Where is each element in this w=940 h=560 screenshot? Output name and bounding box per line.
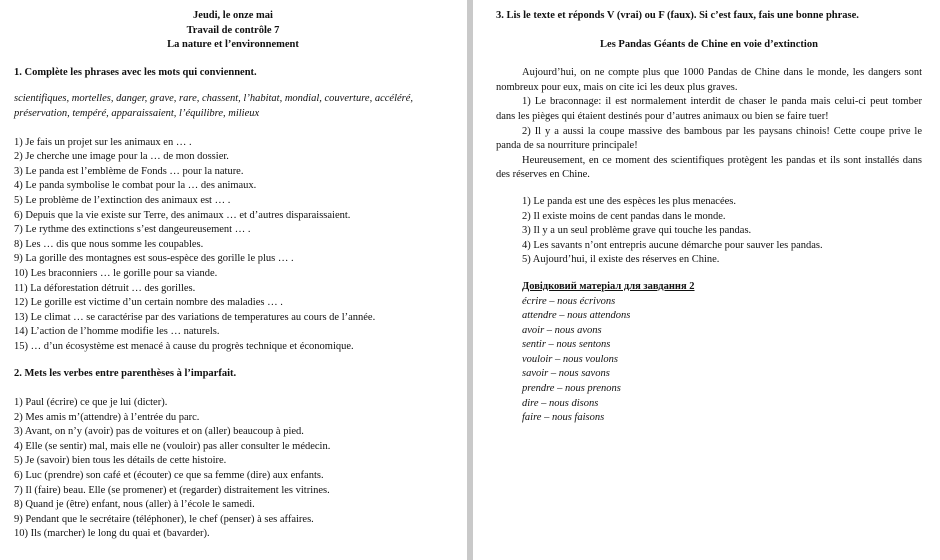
statement-item: 3) Il y a un seul problème grave qui touche les pandas. xyxy=(522,225,752,237)
reference-item: prendre – nous prenons xyxy=(522,383,621,395)
reading-text xyxy=(496,66,922,183)
exercise-2-item: 6) Luc (prendre) son café et (écouter) ce que sa femme (dire) aux enfants. xyxy=(14,470,324,482)
exercise-1-item: 2) Je cherche une image pour la … de mon dossier. xyxy=(14,151,229,163)
exercise-1-item: 4) Le panda symbolise le combat pour la … des animaux. xyxy=(14,180,257,192)
reference-item: avoir – nous avons xyxy=(522,324,602,336)
reference-list xyxy=(522,295,922,426)
reading-paragraph: Aujourd’hui, on ne compte plus que 1000 Pandas de Chine dans le monde, les dangers sont nombreux pour eux, mais on cite ici les deux plus graves. xyxy=(496,67,922,93)
exercise-1-item: 10) Les braconniers … le gorille pour sa viande. xyxy=(14,267,218,279)
exercise-2-item: 5) Je (savoir) bien tous les détails de cette histoire. xyxy=(14,455,227,467)
reference-item: dire – nous disons xyxy=(522,397,599,409)
statement-item: 4) Les savants n’ont entrepris aucune démarche pour sauver les pandas. xyxy=(522,239,823,251)
statement-item: 1) Le panda est une des espèces les plus menacées. xyxy=(522,195,736,207)
reading-text-title: Les Pandas Géants de Chine en voie d’extinction xyxy=(600,38,818,50)
exercise-2-item: 7) Il (faire) beau. Elle (se promener) et (regarder) distraitement les vitrines. xyxy=(14,484,330,496)
exercise-1-item: 1) Je fais un projet sur les animaux en … . xyxy=(14,136,192,148)
reference-item: écrire – nous écrivons xyxy=(522,295,616,307)
exercise-1-word-bank: scientifiques, mortelles, danger, grave, rare, chassent, l’habitat, mondial, couverture, accéléré, préservation, tempéré, apparaissaient, l’équilibre, milieux xyxy=(14,93,414,119)
exercise-1-item: 13) Le climat … se caractérise par des variations de temperatures au cours de l’année. xyxy=(14,311,376,323)
true-false-statements xyxy=(522,195,922,268)
exercise-2-title: 2. Mets les verbes entre parenthèses à l’imparfait. xyxy=(14,368,237,380)
exercise-1-title: 1. Complète les phrases avec les mots qui conviennent. xyxy=(14,66,257,78)
reference-item: sentir – nous sentons xyxy=(522,339,611,351)
exercise-2-item: 9) Pendant que le secrétaire (téléphoner), le chef (penser) à ses affaires. xyxy=(14,513,314,525)
header-test-title: Travail de contrôle 7 xyxy=(186,24,280,36)
exercise-1-item: 9) La gorille des montagnes est sous-espèce des gorille le plus … . xyxy=(14,253,294,265)
exercise-2-item: 2) Mes amis m’(attendre) à l’entrée du parc. xyxy=(14,411,200,423)
left-page xyxy=(0,0,462,560)
statement-item: 5) Aujourd’hui, il existe des réserves en Chine. xyxy=(522,254,720,266)
statement-item: 2) Il existe moins de cent pandas dans le monde. xyxy=(522,210,726,222)
worksheet-header xyxy=(14,9,452,53)
reading-paragraph: 2) Il y a aussi la coupe massive des bambous par les paysans chinois! Cette coupe prive le panda de sa nourriture principale! xyxy=(496,125,922,152)
exercise-2-item: 4) Elle (se sentir) mal, mais elle ne (vouloir) pas aller consulter le médecin. xyxy=(14,440,331,452)
exercise-1-item: 14) L’action de l’homme modifie les … naturels. xyxy=(14,326,220,338)
exercise-2-item: 1) Paul (écrire) ce que je lui (dicter). xyxy=(14,397,168,409)
reference-item: savoir – nous savons xyxy=(522,368,610,380)
exercise-1-item: 15) … d’un écosystème est menacé à cause du progrès technique et économique. xyxy=(14,340,354,352)
reference-item: attendre – nous attendons xyxy=(522,310,631,322)
reference-title: Довідковий матеріал для завдання 2 xyxy=(522,280,695,292)
exercise-1-item: 11) La déforestation détruit … des gorilles. xyxy=(14,282,196,294)
exercise-1-list xyxy=(14,136,452,355)
exercise-1-item: 5) Le problème de l’extinction des animaux est … . xyxy=(14,194,231,206)
header-topic: La nature et l’environnement xyxy=(167,39,299,51)
right-page xyxy=(478,0,940,560)
header-date: Jeudi, le onze mai xyxy=(193,10,273,21)
exercise-1-item: 7) Le rythme des extinctions s’est dangeureusement … . xyxy=(14,224,251,236)
exercise-1-item: 3) Le panda est l’emblème de Fonds … pour la nature. xyxy=(14,165,244,177)
reference-item: vouloir – nous voulons xyxy=(522,353,618,365)
exercise-2-item: 10) Ils (marcher) le long du quai et (bavarder). xyxy=(14,528,210,540)
exercise-2-list xyxy=(14,396,452,542)
exercise-1-item: 6) Depuis que la vie existe sur Terre, des animaux … et d’autres disparaissaient. xyxy=(14,209,351,221)
exercise-2-item: 8) Quand je (être) enfant, nous (aller) à l’école le samedi. xyxy=(14,499,255,511)
page-divider xyxy=(467,0,473,560)
exercise-1-item: 8) Les … dis que nous somme les coupables. xyxy=(14,238,204,250)
reference-item: faire – nous faisons xyxy=(522,412,605,424)
reading-paragraph: Heureusement, en ce moment des scientifiques protègent les pandas et ils sont installés dans des réserves en Chine. xyxy=(496,154,922,181)
exercise-3-title: 3. Lis le texte et réponds V (vrai) ou F (faux). Si c’est faux, fais une bonne phrase. xyxy=(496,10,859,21)
reading-paragraph: 1) Le braconnage: il est normalement interdit de chaser le panda mais celui-ci peut tomber dans les pièges qui étaient destinés pour d’autres animaux ou bien se faire tuer! xyxy=(496,96,922,122)
exercise-1-item: 12) Le gorille est victime d’un certain nombre des maladies … . xyxy=(14,297,283,309)
exercise-2-item: 3) Avant, on n’y (avoir) pas de voitures et on (aller) beaucoup à pied. xyxy=(14,426,304,438)
